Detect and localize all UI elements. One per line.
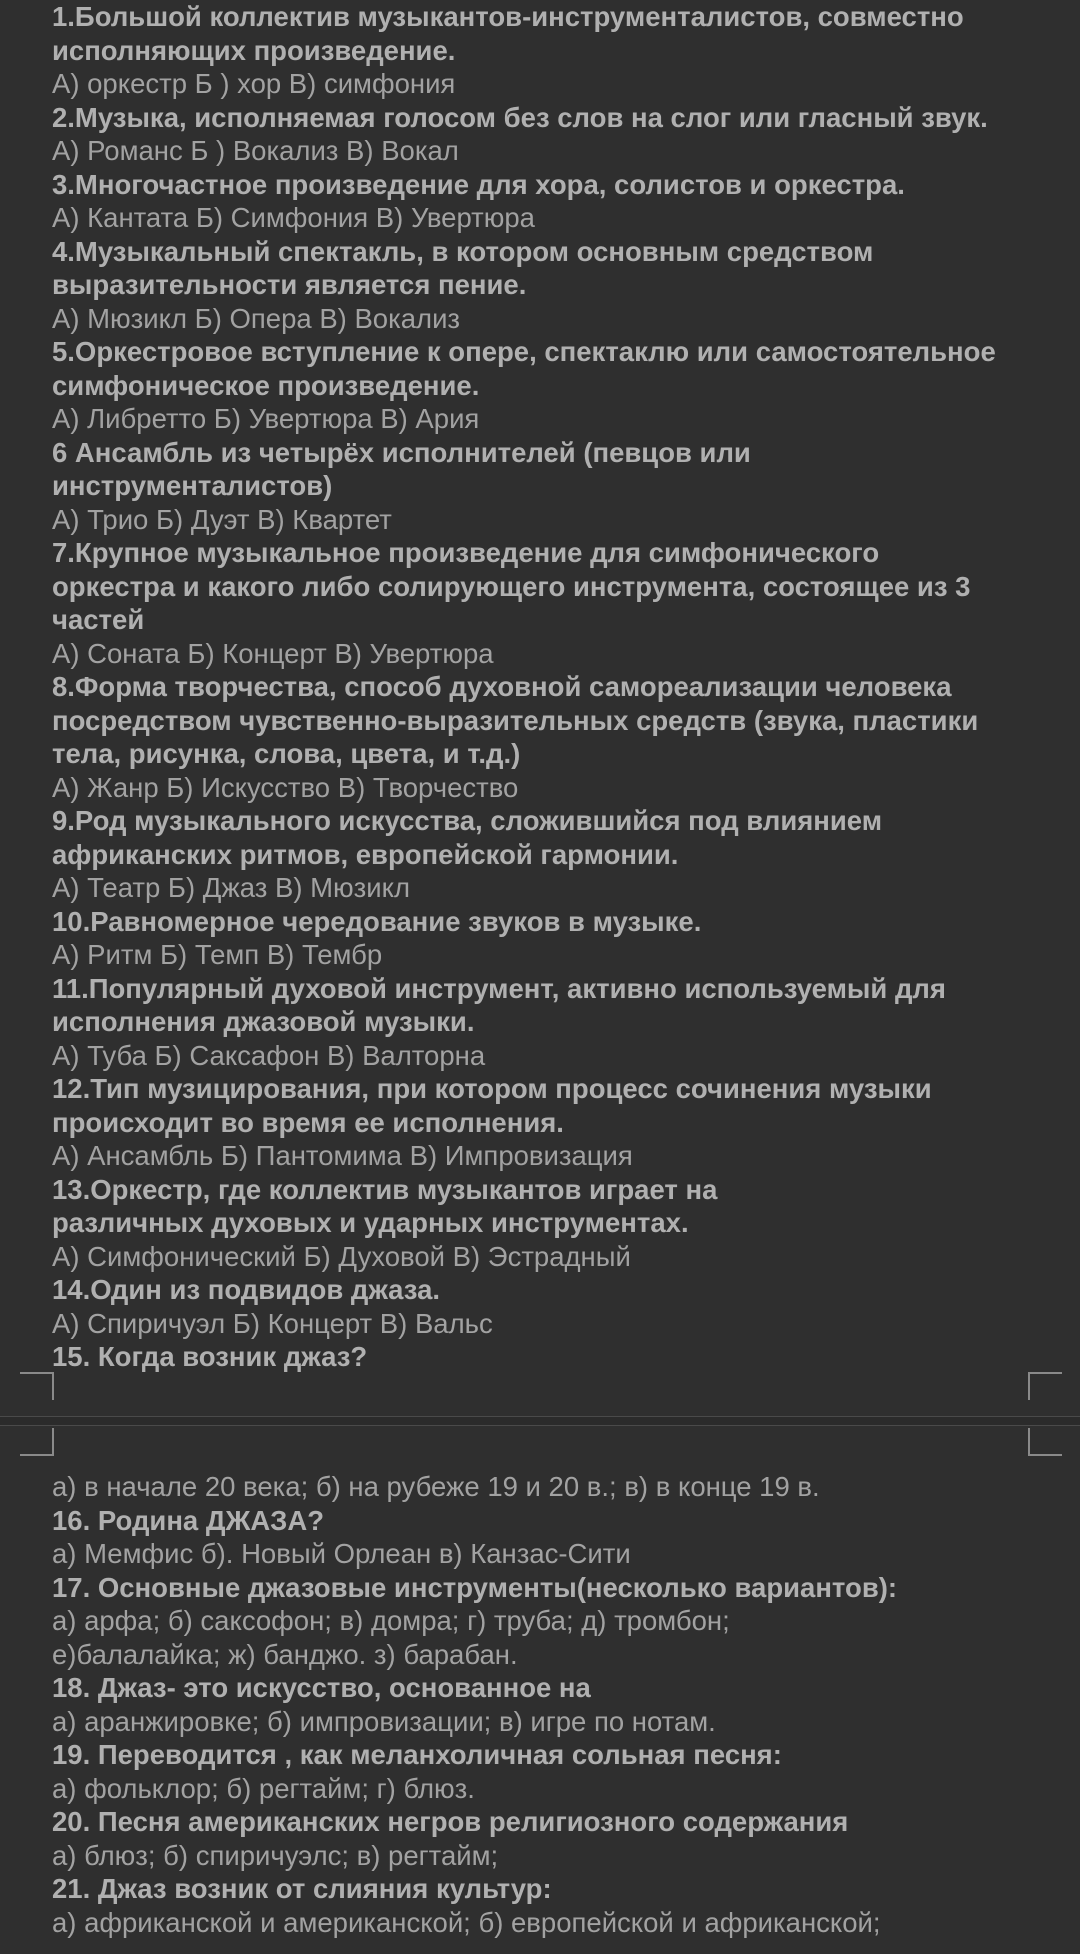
question-line: 6 Ансамбль из четырёх исполнителей (певцов или	[52, 436, 751, 468]
page-corner-mark-bottom-right	[1028, 1372, 1062, 1400]
question-line: 13.Оркестр, где коллектив музыкантов играет на	[52, 1173, 718, 1205]
answer-options-line: А) Трио Б) Дуэт В) Квартет	[52, 503, 392, 535]
answer-options-line: А) Туба Б) Саксафон В) Валторна	[52, 1039, 486, 1071]
question-line: 10.Равномерное чередование звуков в музыке.	[52, 905, 702, 937]
question-line: 19. Переводится , как меланхоличная сольная песня:	[52, 1739, 782, 1770]
page-1-content	[52, 0, 1052, 1374]
page-corner-mark-bottom-left	[20, 1372, 54, 1400]
page-separator	[0, 1416, 1080, 1426]
question-line: 12.Тип музицирования, при котором процесс сочинения музыки	[52, 1073, 932, 1104]
question-line: исполнения джазовой музыки.	[52, 1006, 475, 1037]
answer-options-line: А) Ритм Б) Темп В) Тембр	[52, 939, 383, 970]
answer-options-line: а) африканской и американской; б) европейской и африканской;	[52, 1906, 881, 1938]
question-line: 17. Основные джазовые инструменты(несколько вариантов):	[52, 1571, 898, 1603]
answer-options-line: А) Кантата Б) Симфония В) Увертюра	[52, 202, 535, 233]
page-corner-mark-top-right	[1028, 1428, 1062, 1456]
answer-options-line: е)балалайка; ж) банджо. з) барабан.	[52, 1638, 518, 1670]
question-line: инструменталистов)	[52, 470, 333, 501]
question-line: тела, рисунка, слова, цвета, и т.д.)	[52, 738, 521, 769]
question-line: 7.Крупное музыкальное произведение для симфонического	[52, 537, 880, 568]
answer-options-line: А) Спиричуэл Б) Концерт В) Вальс	[52, 1307, 493, 1339]
answer-options-line: А) оркестр Б ) хор В) симфония	[52, 68, 456, 99]
document-page-2	[0, 1426, 1080, 1954]
page-2-content	[52, 1470, 1052, 1939]
answer-options-line: А) Соната Б) Концерт В) Увертюра	[52, 637, 494, 669]
question-line: 2.Музыка, исполняемая голосом без слов на слог или гласный звук.	[52, 101, 988, 133]
question-line: африканских ритмов, европейской гармонии.	[52, 838, 679, 870]
question-line: 9.Род музыкального искусства, сложившийся под влиянием	[52, 805, 883, 836]
question-line: 4.Музыкальный спектакль, в котором основным средством	[52, 235, 874, 267]
answer-options-line: а) в начале 20 века; б) на рубеже 19 и 20 в.; в) в конце 19 в.	[52, 1471, 820, 1502]
question-line: 3.Многочастное произведение для хора, солистов и оркестра.	[52, 168, 905, 200]
question-line: 21. Джаз возник от слияния культур:	[52, 1873, 552, 1904]
answer-options-line: А) Романс Б ) Вокализ В) Вокал	[52, 135, 459, 166]
answer-options-line: а) Мемфис б). Новый Орлеан в) Канзас-Сити	[52, 1538, 631, 1569]
answer-options-line: А) Театр Б) Джаз В) Мюзикл	[52, 872, 411, 903]
question-line: 20. Песня американских негров религиозного содержания	[52, 1806, 849, 1837]
question-line: 11.Популярный духовой инструмент, активно используемый для	[52, 972, 946, 1004]
question-line: 18. Джаз- это искусство, основанное на	[52, 1672, 591, 1703]
question-line: оркестра и какого либо солирующего инструмента, состоящее из 3	[52, 570, 971, 602]
question-line: 15. Когда возник джаз?	[52, 1341, 368, 1372]
question-line: 8.Форма творчества, способ духовной самореализации человека	[52, 671, 952, 702]
question-line: 5.Оркестровое вступление к опере, спектаклю или самостоятельное	[52, 336, 996, 367]
answer-options-line: а) арфа; б) саксофон; в) домра; г) труба; д) тромбон;	[52, 1605, 730, 1636]
question-line: посредством чувственно-выразительных средств (звука, пластики	[52, 704, 979, 736]
answer-options-line: А) Ансамбль Б) Пантомима В) Импровизация	[52, 1140, 633, 1171]
question-line: исполняющих произведение.	[52, 34, 456, 66]
answer-options-line: А) Жанр Б) Искусство В) Творчество	[52, 771, 519, 803]
question-line: выразительности является пение.	[52, 269, 527, 300]
question-line: 16. Родина ДЖАЗА?	[52, 1504, 325, 1536]
answer-options-line: А) Либретто Б) Увертюра В) Ария	[52, 403, 480, 434]
question-line: 1.Большой коллектив музыкантов-инструменталистов, совместно	[52, 1, 964, 32]
question-line: 14.Один из подвидов джаза.	[52, 1274, 441, 1305]
question-line: различных духовых и ударных инструментах.	[52, 1207, 689, 1238]
answer-options-line: А) Симфонический Б) Духовой В) Эстрадный	[52, 1240, 631, 1272]
answer-options-line: а) блюз; б) спиричуэлс; в) регтайм;	[52, 1839, 499, 1871]
question-line: происходит во время ее исполнения.	[52, 1106, 564, 1138]
answer-options-line: а) фольклор; б) регтайм; г) блюз.	[52, 1772, 475, 1804]
page-corner-mark-top-left	[20, 1428, 54, 1456]
question-line: симфоническое произведение.	[52, 369, 480, 401]
answer-options-line: А) Мюзикл Б) Опера В) Вокализ	[52, 302, 461, 334]
question-line: частей	[52, 604, 145, 635]
answer-options-line: а) аранжировке; б) импровизации; в) игре по нотам.	[52, 1705, 716, 1737]
